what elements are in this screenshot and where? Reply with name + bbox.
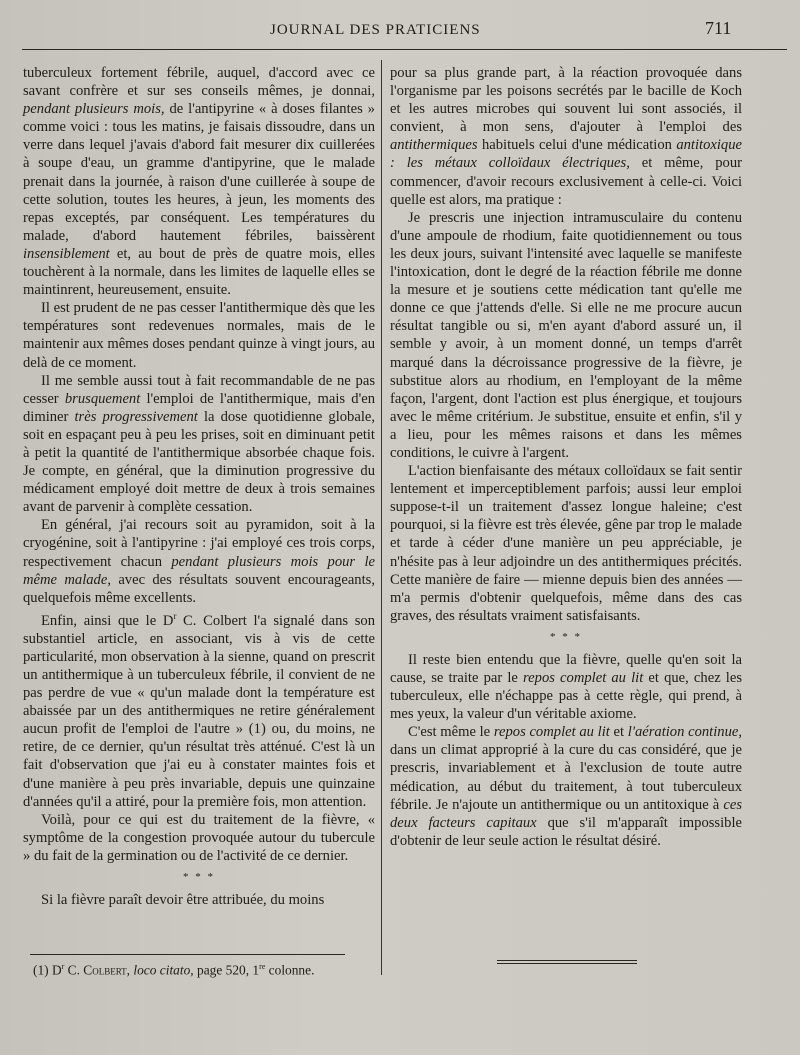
- paragraph: Il reste bien entendu que la fièvre, quelle qu'en soit la cause, se traite par le repos complet au lit et que, chez les tuberculeux, elle n'échappe pas à cette règle, qui prend, à mes yeux, la valeur d'un véritable axiome.: [390, 651, 743, 723]
- page-header: [0, 16, 800, 50]
- header-rule: [22, 49, 787, 50]
- footnote-rule: [30, 954, 345, 955]
- end-rule: [497, 960, 637, 964]
- column-divider: [381, 60, 382, 975]
- right-column: [390, 64, 742, 850]
- asterism: * * *: [550, 630, 582, 643]
- paragraph: Il me semble aussi tout à fait recommandable de ne pas cesser brusquement l'emploi de l'antithermique, mais d'en diminer très progressivement la dose quotidienne globale, soit en espaçant peu à peu les prises, soit en diminuant petit à petit la quantité de l'antithermique absorbée chaque fois. Je compte, en général, que la diminution progressive du médicament employé doit mettre de deux à trois semaines avant de parvenir à complète cessation.: [23, 372, 375, 516]
- page-number: 711: [705, 18, 732, 38]
- paragraph: L'action bienfaisante des métaux colloïdaux se fait sentir lentement et imperceptiblement parfois; aussi leur emploi suppose-t-il un traitement d'assez longue haleine; c'est pourquoi, si la fièvre est très élevée, gêne par trop le malade et tarde à céder d'une manière un peu appréciable, je n'hésite pas à leur adjoindre un des antithermiques précités. Cette manière de faire — mienne depuis bien des années — m'a permis d'obtenir quelquefois, même dans des cas graves, des résultats vraiment satisfaisants.: [390, 463, 742, 624]
- paragraph: Il est prudent de ne pas cesser l'antithermique dès que les températures sont redevenues normales, mais de le maintenir aux mêmes doses pendant quinze à vingt jours, au delà de ce moment.: [23, 300, 375, 371]
- left-column: [23, 64, 375, 909]
- paragraph: Enfin, ainsi que le $D^r$ C. Colbert l'a signalé dans son substantiel article, en associant, vis à vis de cette particularité, mon observation à la sienne, quand on prescrit un antithermique à un tuberculeux fébrile, il convient de ne pas perdre de vue « qu'un malade dont la température est abaissée par un des antithermiques ne retire généralement aucun profit de l'emploi de l'autre » (1) ou, du moins, ne retire, de ce dernier, qu'un résultat très atténué. C'est là un fait d'observation que j'ai eu à constater maintes fois et d'une manière à peu près invariable, depuis une quinzaine d'années qu'il a attiré, pour la première fois, mon attention.: [23, 610, 375, 810]
- paragraph: En général, j'ai recours soit au pyramidon, soit à la cryogénine, soit à l'antipyrine : j'ai employé ces trois corps, respectivement chacun pendant plusieurs mois pour le même malade, avec des résultats souvent encourageants, quelquefois même excellents.: [23, 517, 375, 606]
- running-title: JOURNAL DES PRATICIENS: [270, 22, 481, 38]
- paragraph: Voilà, pour ce qui est du traitement de la fièvre, « symptôme de la congestion provoquée autour du tubercule » du fait de la germination ou de l'activité de ce dernier.: [23, 811, 375, 864]
- paragraph: Si la fièvre paraît devoir être attribuée, du moins: [41, 891, 325, 908]
- paragraph: Je prescris une injection intramusculaire du contenu d'une ampoule de rhodium, faite quotidiennement ou tous les deux jours, suivant l'intensité avec laquelle se manifeste l'intoxication, dont le degré de la réaction fébrile me donne la mesure et je soutiens cette médication tant qu'elle me donne ce que j'attends d'elle. Si elle ne me procure aucun résultat tangible ou si, m'en ayant d'abord assuré un, il semble y avoir, à un moment donné, un temps d'arrêt marqué dans la décroissance progressive de la fièvre, je substitue alors au rhodium, en l'employant de la même façon, l'argent, dont l'action est plus énergique, et toujours avec le même critérium. Je substitue, ensuite et enfin, s'il y a lieu, pour les mêmes raisons et dans les mêmes conditions, le cuivre à l'argent.: [390, 209, 742, 461]
- paragraph: pour sa plus grande part, à la réaction provoquée dans l'organisme par les poisons secrétés par le bacille de Koch et les autres microbes qui souvent lui sont associés, il convient, à mon sens, d'ajouter à l'emploi des antithermiques habituels celui d'une médication antitoxique : les métaux colloïdaux électriques, et même, pour commencer, d'avoir recours exclusivement à celle-ci. Voici quelle est alors, ma pratique :: [390, 65, 742, 208]
- paragraph: tuberculeux fortement fébrile, auquel, d'accord avec ce savant confrère et sur ses conseils mêmes, je donnai, pendant plusieurs mois, de l'antipyrine « à doses filantes » comme voici : tous les matins, je faisais dissoudre, dans un verre dans lequel j'avais d'abord fait mesurer dix cuillerées à soupe d'eau, un gramme d'antipyrine, que le malade prenait dans la journée, à raison d'une cuillerée à soupe de cette solution, toutes les heures, à jeun, les moments des repas exceptés, par conséquent. Les températures du malade, d'abord hautement fébriles, baissèrent insensiblement et, au bout de près de quatre mois, elles touchèrent à la normale, dans les limites de laquelle elles se maintinrent, heureusement, ensuite.: [23, 65, 375, 299]
- paragraph: C'est même le repos complet au lit et l'aération continue, dans un climat approprié à la cure du cas considéré, que je prescris, invariablement et à l'exclusion de toute autre médication, au début du traitement, à tout tuberculeux fébrile. Je n'ajoute un antithermique ou un antitoxique à ces deux facteurs capitaux que s'il m'apparaît impossible d'obtenir de leur seule action le résultat désiré.: [390, 724, 742, 849]
- asterism: * * *: [183, 870, 215, 883]
- footnote: (1) $D^r$ C. Colbert, loco citato, page 520, 1re colonne.: [33, 962, 315, 978]
